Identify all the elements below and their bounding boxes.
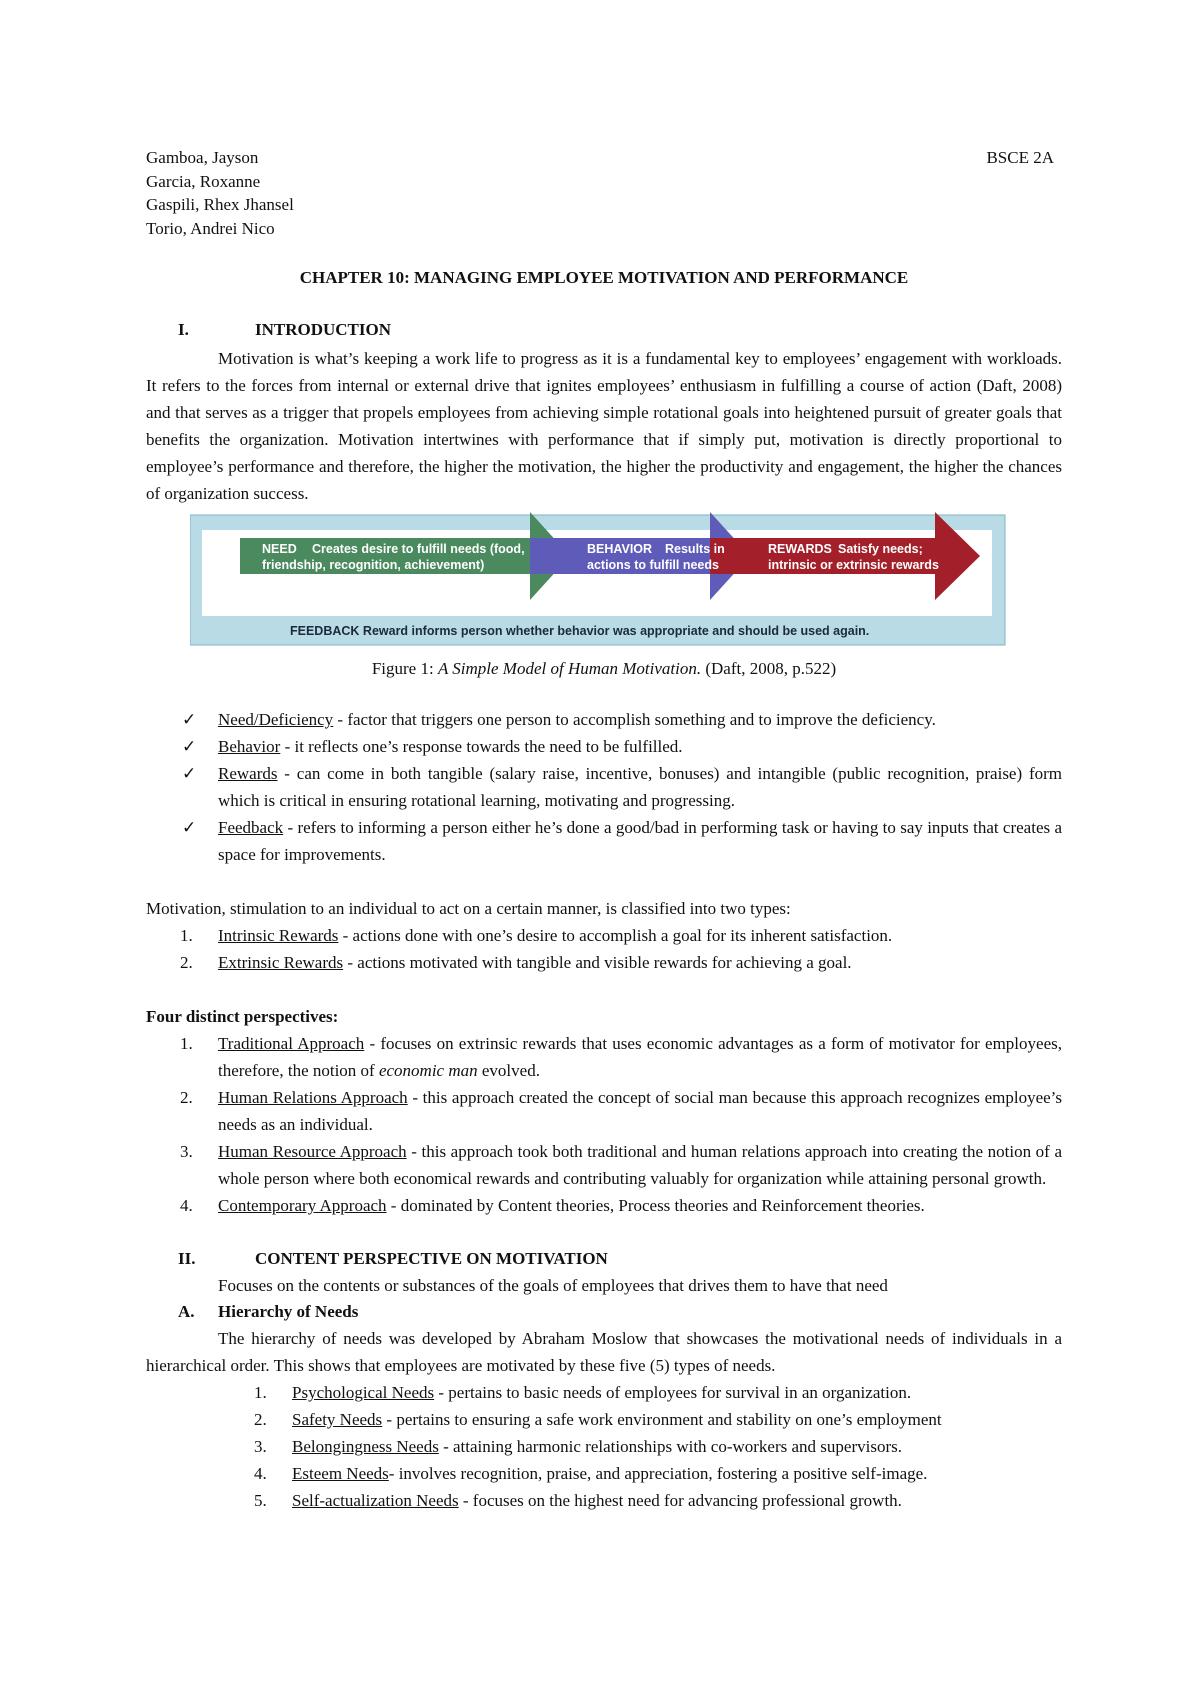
subsection-letter: A. [178, 1302, 195, 1321]
item-number: 1. [180, 1034, 193, 1053]
list-item [146, 1406, 1062, 1433]
intro-paragraph: Motivation is what’s keeping a work life to progress as it is a fundamental key to employees’ engagement with workloads. It refers to the forces from internal or external drive that ignites employees’ enthusiasm in fulfilling a course of action (Daft, 2008) and that serves as a trigger that propels employees from achieving simple rotational goals into heightened pursuit of greater goals that benefits the organization. Motivation intertwines with performance that if simply put, motivation is directly proportional to employee’s performance and therefore, the higher the motivation, the higher the productivity and engagement, the higher the chances of organization success. [146, 349, 1062, 503]
checkmark-icon: ✓ [182, 737, 197, 756]
list-item [146, 706, 1062, 733]
term: Human Relations Approach [218, 1088, 408, 1107]
caption-cite: (Daft, 2008, p.522) [701, 659, 837, 678]
term: Safety Needs [292, 1410, 383, 1429]
types-list [146, 922, 1062, 976]
item-number: 5. [254, 1491, 267, 1510]
list-item [146, 1192, 1062, 1219]
term: Self-actualization Needs [292, 1491, 459, 1510]
checkmark-icon: ✓ [182, 710, 197, 729]
list-item [146, 1030, 1062, 1084]
section-number: II. [178, 1249, 196, 1268]
list-item [146, 1433, 1062, 1460]
term-desc: - dominated by Content theories, Process theories and Reinforcement theories. [386, 1196, 925, 1215]
item-number: 3. [254, 1437, 267, 1456]
item-number: 3. [180, 1142, 193, 1161]
rewards-text: Satisfy needs; [838, 542, 923, 556]
feedback-text: FEEDBACK Reward informs person whether behavior was appropriate and should be used again. [290, 624, 870, 638]
checklist [146, 706, 1062, 868]
figure-caption [146, 655, 1062, 682]
checkmark-icon: ✓ [182, 818, 197, 837]
behavior-text: actions to fulfill needs [587, 558, 719, 572]
hierarchy-paragraph: The hierarchy of needs was developed by Abraham Moslow that showcases the motivational needs of individuals in a hierarchical order. This shows that employees are motivated by these five (5) types of needs. [146, 1329, 1062, 1375]
section-code: BSCE 2A [986, 148, 1054, 167]
term: Traditional Approach [218, 1034, 365, 1053]
list-item [146, 760, 1062, 814]
section-subtitle: Focuses on the contents or substances of the goals of employees that drives them to have that need [218, 1276, 888, 1295]
author-name: Gamboa, Jayson [146, 148, 259, 167]
types-intro: Motivation, stimulation to an individual to act on a certain manner, is classified into two types: [146, 899, 791, 918]
item-number: 1. [254, 1383, 267, 1402]
behavior-text: Results in [665, 542, 725, 556]
list-item [146, 1138, 1062, 1192]
section-number: I. [178, 320, 189, 339]
author-name: Garcia, Roxanne [146, 171, 261, 191]
term-desc: - actions done with one’s desire to accomplish a goal for its inherent satisfaction. [338, 926, 893, 945]
item-number: 2. [180, 953, 193, 972]
caption-title: A Simple Model of Human Motivation. [437, 659, 702, 678]
term-desc: - can come in both tangible (salary raise, incentive, bonuses) and intangible (public recognition, praise) form which is critical in ensuring rotational learning, motivating and progressing. [218, 764, 1062, 810]
item-number: 2. [254, 1410, 267, 1429]
chapter-title: CHAPTER 10: MANAGING EMPLOYEE MOTIVATION AND PERFORMANCE [299, 268, 909, 287]
need-label: NEED [262, 542, 297, 556]
list-item [146, 1379, 1062, 1406]
term: Rewards [218, 764, 278, 783]
perspectives-list [146, 1030, 1062, 1219]
author-name: Torio, Andrei Nico [146, 218, 275, 238]
behavior-label: BEHAVIOR [587, 542, 653, 556]
term-emphasis: economic man [378, 1061, 478, 1080]
section-title: INTRODUCTION [255, 320, 392, 339]
item-number: 2. [180, 1088, 193, 1107]
list-item [146, 1460, 1062, 1487]
author-list [146, 146, 294, 240]
section-title: CONTENT PERSPECTIVE ON MOTIVATION [255, 1249, 608, 1268]
item-number: 1. [180, 926, 193, 945]
term: Behavior [218, 737, 281, 756]
list-item [146, 1084, 1062, 1138]
subsection-title: Hierarchy of Needs [218, 1302, 359, 1321]
list-item [146, 814, 1062, 868]
item-number: 4. [180, 1196, 193, 1215]
term: Extrinsic Rewards [218, 953, 344, 972]
need-text: friendship, recognition, achievement) [262, 558, 485, 572]
term-desc: - this approach created the concept of social man because this approach recognizes employee’s needs as an individual. [218, 1088, 1062, 1134]
term: Belongingness Needs [292, 1437, 439, 1456]
term-desc: evolved. [477, 1061, 540, 1080]
term-desc: - involves recognition, praise, and appreciation, fostering a positive self-image. [388, 1464, 928, 1483]
list-item [146, 1487, 1062, 1514]
term-desc: - actions motivated with tangible and visible rewards for achieving a goal. [343, 953, 852, 972]
term-desc: - factor that triggers one person to accomplish something and to improve the deficiency. [333, 710, 936, 729]
list-item [146, 922, 1062, 949]
term-desc: - focuses on the highest need for advancing professional growth. [458, 1491, 902, 1510]
term: Need/Deficiency [218, 710, 334, 729]
rewards-text: intrinsic or extrinsic rewards [768, 558, 939, 572]
term-desc: - this approach took both traditional and human relations approach into creating the notion of a whole person where both economical rewards and contributing valuably for organization while attaining personal growth. [218, 1142, 1062, 1188]
need-text: Creates desire to fulfill needs (food, [312, 542, 525, 556]
term-desc: - attaining harmonic relationships with co-workers and supervisors. [438, 1437, 902, 1456]
term: Esteem Needs [292, 1464, 389, 1483]
list-item [146, 733, 1062, 760]
term-desc: - pertains to basic needs of employees for survival in an organization. [434, 1383, 912, 1402]
term-desc: - it reflects one’s response towards the need to be fulfilled. [280, 737, 683, 756]
term-desc: - pertains to ensuring a safe work environment and stability on one’s employment [382, 1410, 942, 1429]
term-desc: - focuses on extrinsic rewards that uses economic advantages as a form of motivator for employees, therefore, the notion of [218, 1034, 1062, 1080]
term-desc: - refers to informing a person either he’s done a good/bad in performing task or having to say inputs that creates a space for improvements. [218, 818, 1062, 864]
motivation-model-diagram [190, 510, 1020, 650]
term: Psychological Needs [292, 1383, 435, 1402]
checkmark-icon: ✓ [182, 764, 197, 783]
item-number: 4. [254, 1464, 267, 1483]
term: Feedback [218, 818, 284, 837]
term: Contemporary Approach [218, 1196, 387, 1215]
list-item [146, 949, 1062, 976]
term: Intrinsic Rewards [218, 926, 339, 945]
author-name: Gaspili, Rhex Jhansel [146, 195, 294, 214]
caption-prefix: Figure 1: [371, 659, 438, 678]
rewards-label: REWARDS [768, 542, 832, 556]
term: Human Resource Approach [218, 1142, 407, 1161]
needs-list [146, 1379, 1062, 1514]
perspectives-heading: Four distinct perspectives: [146, 1007, 339, 1026]
